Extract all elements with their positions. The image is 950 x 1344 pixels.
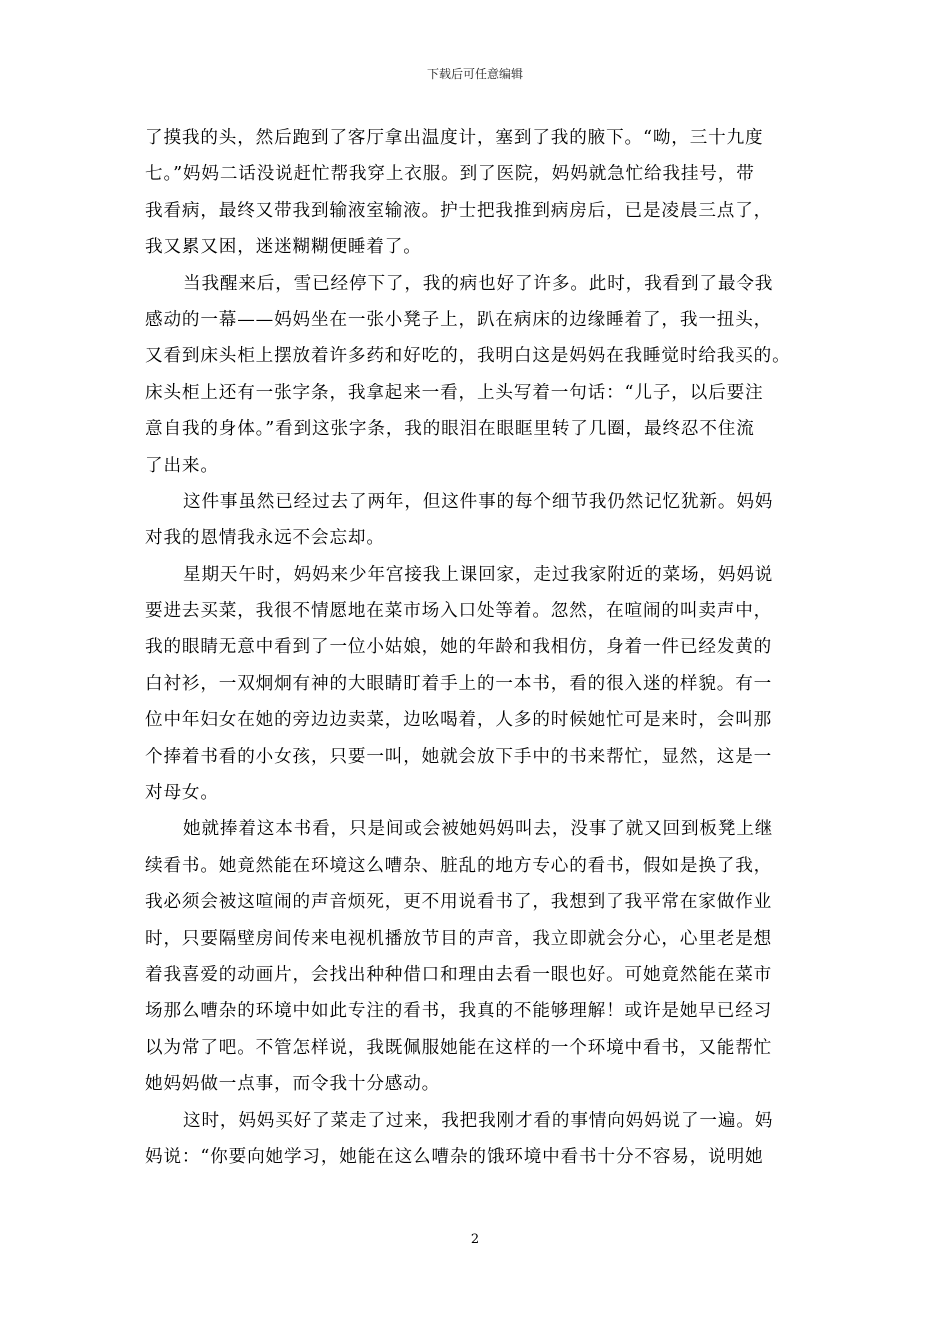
text-line: 意自我的身体。”看到这张字条，我的眼泪在眼眶里转了几圈，最终忍不住流 [145, 419, 755, 440]
text-line: 个捧着书看的小女孩，只要一叫，她就会放下手中的书来帮忙，显然，这是一 [145, 746, 773, 767]
text-line: 位中年妇女在她的旁边边卖菜，边吆喝着，人多的时候她忙可是来时，会叫那 [145, 710, 773, 731]
text-line: 着我喜爱的动画片，会找出种种借口和理由去看一眼也好。可她竟然能在菜市 [145, 964, 773, 985]
text-line: 场那么嘈杂的环境中如此专注的看书，我真的不能够理解！或许是她早已经习 [145, 1001, 773, 1022]
paragraph [145, 557, 810, 812]
text-line: 床头柜上还有一张字条，我拿起来一看，上头写着一句话：“儿子，以后要注 [145, 382, 764, 403]
paragraph [145, 811, 810, 1102]
paragraph [145, 120, 810, 266]
text-line: 了摸我的头，然后跑到了客厅拿出温度计，塞到了我的腋下。“呦，三十九度 [145, 128, 764, 148]
text-line: 我必须会被这喧闹的声音烦死，更不用说看书了，我想到了我平常在家做作业 [145, 892, 773, 913]
text-line: 要进去买菜，我很不情愿地在菜市场入口处等着。忽然，在喧闹的叫卖声中， [145, 601, 773, 622]
text-line: 七。”妈妈二话没说赶忙帮我穿上衣服。到了医院，妈妈就急忙给我挂号，带 [145, 164, 755, 185]
text-line: 我又累又困，迷迷糊糊便睡着了。 [145, 237, 422, 258]
text-line: 以为常了吧。不管怎样说，我既佩服她能在这样的一个环境中看书，又能帮忙 [145, 1037, 773, 1058]
text-line: 我的眼睛无意中看到了一位小姑娘，她的年龄和我相仿，身着一件已经发黄的 [145, 637, 773, 658]
text-line: 当我醒来后，雪已经停下了，我的病也好了许多。此时，我看到了最令我 [183, 273, 774, 294]
text-line: 时，只要隔壁房间传来电视机播放节目的声音，我立即就会分心，心里老是想 [145, 928, 773, 949]
text-line: 星期天午时，妈妈来少年宫接我上课回家，走过我家附近的菜场，妈妈说 [183, 564, 774, 585]
text-line: 这时，妈妈买好了菜走了过来，我把我刚才看的事情向妈妈说了一遍。妈 [183, 1110, 774, 1131]
text-line: 妈说：“你要向她学习，她能在这么嘈杂的饿环境中看书十分不容易，说明她 [145, 1146, 764, 1167]
text-line: 又看到床头柜上摆放着许多药和好吃的，我明白这是妈妈在我睡觉时给我买的。 [145, 346, 791, 367]
page-header: 下载后可任意编辑 [426, 67, 523, 81]
text-line: 了出来。 [145, 455, 219, 476]
text-line: 白衬衫，一双炯炯有神的大眼睛盯着手上的一本书，看的很入迷的样貌。有一 [145, 673, 773, 694]
paragraph [145, 484, 810, 557]
text-line: 这件事虽然已经过去了两年，但这件事的每个细节我仍然记忆犹新。妈妈 [183, 491, 774, 512]
text-line: 对母女。 [145, 783, 219, 804]
text-line: 我看病，最终又带我到输液室输液。护士把我推到病房后，已是凌晨三点了， [145, 200, 773, 221]
paragraph [145, 1103, 810, 1176]
paragraph [145, 266, 810, 484]
text-line: 感动的一幕——妈妈坐在一张小凳子上，趴在病床的边缘睡着了，我一扭头， [145, 309, 773, 330]
text-line: 对我的恩情我永远不会忘却。 [145, 528, 385, 549]
page-number: 2 [470, 1232, 480, 1247]
text-line: 续看书。她竟然能在环境这么嘈杂、脏乱的地方专心的看书，假如是换了我， [145, 855, 773, 876]
text-line: 她就捧着这本书看，只是间或会被她妈妈叫去，没事了就又回到板凳上继 [183, 819, 774, 840]
text-line: 她妈妈做一点事，而令我十分感动。 [145, 1074, 441, 1095]
document-body [145, 120, 810, 1175]
